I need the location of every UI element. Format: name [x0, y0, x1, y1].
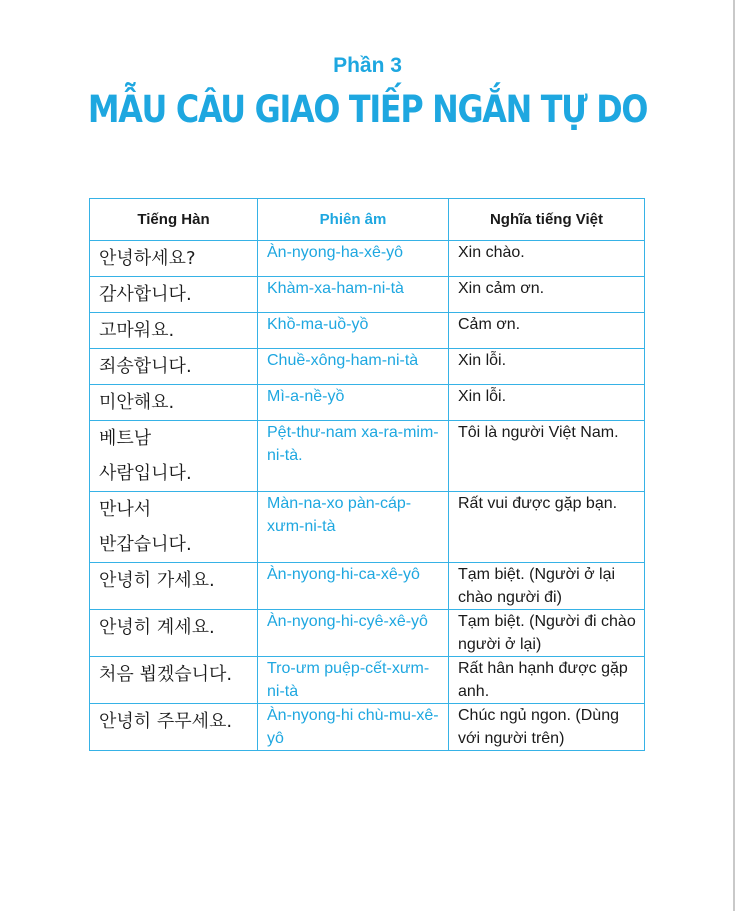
header-korean: Tiếng Hàn	[90, 199, 258, 241]
vietnamese-meaning: Tôi là người Việt Nam.	[449, 421, 645, 492]
korean-phrase	[90, 277, 258, 313]
header-pronunciation: Phiên âm	[258, 199, 449, 241]
pronunciation: Tro-ưm puệp-cết-xưm-ni-tà	[258, 657, 449, 704]
pronunciation: Chuề-xông-ham-ni-tà	[258, 349, 449, 385]
korean-line: 죄송합니다.	[99, 356, 192, 377]
table-row	[90, 657, 645, 704]
korean-phrase	[90, 241, 258, 277]
pronunciation: Àn-nyong-hi chù-mu-xê-yô	[258, 704, 449, 751]
korean-phrase	[90, 610, 258, 657]
table-row	[90, 610, 645, 657]
korean-phrase	[90, 313, 258, 349]
korean-line: 사람입니다.	[99, 463, 192, 484]
korean-line: 안녕히 주무세요.	[99, 711, 233, 732]
table-header-row	[90, 199, 645, 241]
pronunciation: Mì-a-nề-yồ	[258, 385, 449, 421]
korean-line: 감사합니다.	[99, 284, 192, 305]
vietnamese-meaning: Xin lỗi.	[449, 385, 645, 421]
korean-line: 반갑습니다.	[99, 534, 192, 555]
vietnamese-meaning: Cảm ơn.	[449, 313, 645, 349]
vietnamese-meaning: Rất hân hạnh được gặp anh.	[449, 657, 645, 704]
table-row	[90, 492, 645, 563]
pronunciation: Khồ-ma-uồ-yồ	[258, 313, 449, 349]
korean-line: 안녕하세요?	[99, 248, 196, 269]
phrase-rows	[90, 241, 645, 751]
vietnamese-meaning: Tạm biệt. (Người ở lại chào người đi)	[449, 563, 645, 610]
pronunciation: Pệt-thư-nam xa-ra-mim-ni-tà.	[258, 421, 449, 492]
part-label: Phần 3	[333, 54, 402, 77]
phrase-table	[89, 198, 645, 751]
korean-phrase	[90, 563, 258, 610]
vietnamese-meaning: Chúc ngủ ngon. (Dùng với người trên)	[449, 704, 645, 751]
korean-line: 베트남	[99, 428, 152, 449]
pronunciation: Màn-na-xo pàn-cáp-xưm-ni-tà	[258, 492, 449, 563]
vietnamese-meaning: Tạm biệt. (Người đi chào người ở lại)	[449, 610, 645, 657]
korean-phrase	[90, 492, 258, 563]
korean-phrase	[90, 349, 258, 385]
pronunciation: Àn-nyong-ha-xê-yô	[258, 241, 449, 277]
korean-line: 처음 뵙겠습니다.	[99, 664, 233, 685]
table-row	[90, 385, 645, 421]
table-row	[90, 704, 645, 751]
vietnamese-meaning: Xin lỗi.	[449, 349, 645, 385]
korean-line: 안녕히 계세요.	[99, 617, 215, 638]
header-vietnamese: Nghĩa tiếng Việt	[449, 199, 645, 241]
table-row	[90, 563, 645, 610]
korean-phrase	[90, 421, 258, 492]
vietnamese-meaning: Rất vui được gặp bạn.	[449, 492, 645, 563]
pronunciation: Khàm-xa-ham-ni-tà	[258, 277, 449, 313]
pronunciation: Àn-nyong-hi-cyê-xê-yô	[258, 610, 449, 657]
pronunciation: Àn-nyong-hi-ca-xê-yô	[258, 563, 449, 610]
korean-phrase	[90, 657, 258, 704]
table-row	[90, 313, 645, 349]
table-row	[90, 349, 645, 385]
korean-line: 고마워요.	[99, 320, 175, 341]
vietnamese-meaning: Xin cảm ơn.	[449, 277, 645, 313]
table-row	[90, 277, 645, 313]
korean-line: 만나서	[99, 499, 152, 520]
vietnamese-meaning: Xin chào.	[449, 241, 645, 277]
korean-line: 안녕히 가세요.	[99, 570, 215, 591]
korean-phrase	[90, 704, 258, 751]
table-row	[90, 421, 645, 492]
table-row	[90, 241, 645, 277]
korean-phrase	[90, 385, 258, 421]
page-title: MẪU CÂU GIAO TIẾP NGẮN TỰ DO	[87, 88, 648, 131]
korean-line: 미안해요.	[99, 392, 175, 413]
